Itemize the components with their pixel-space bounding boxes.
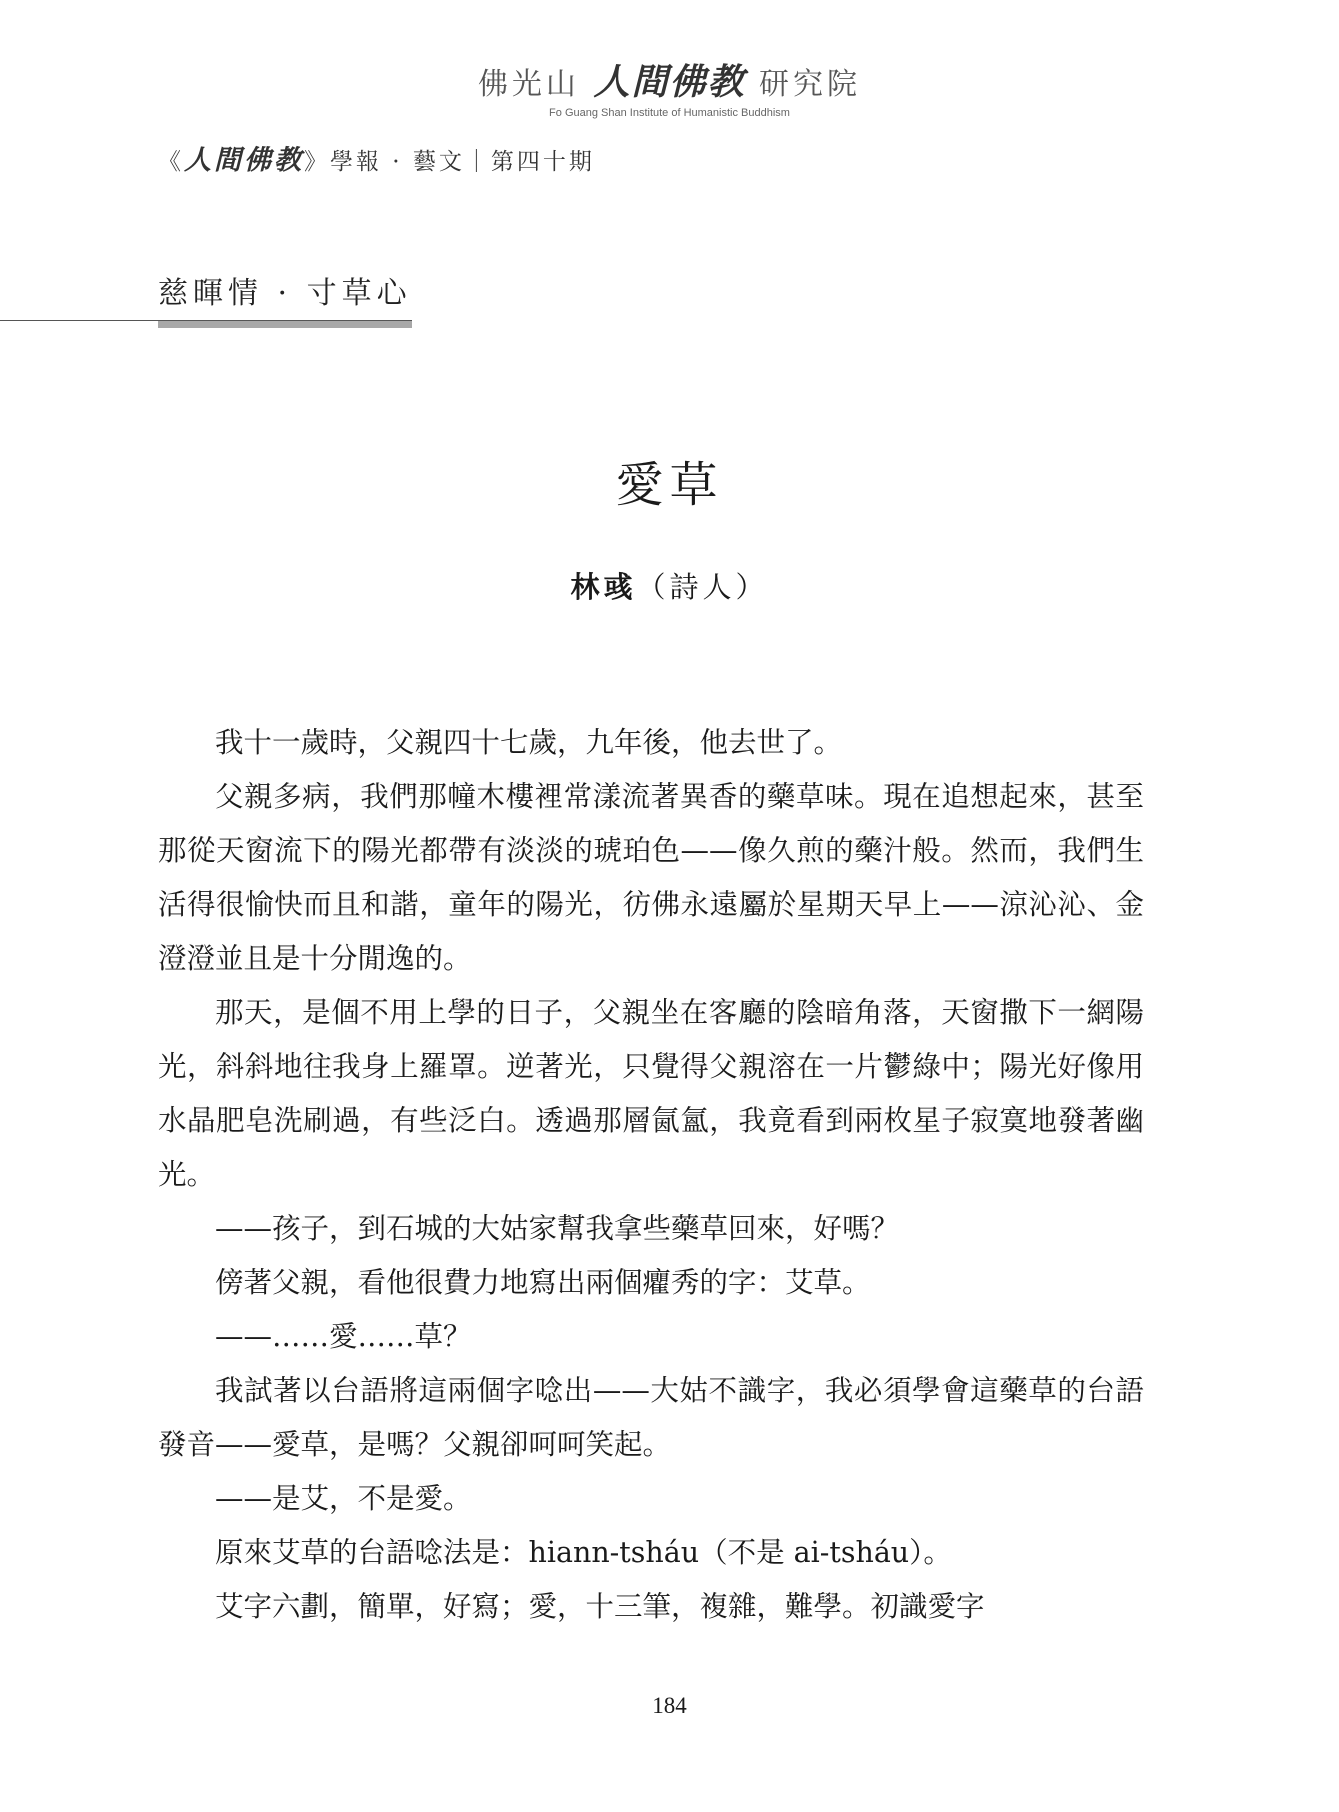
body-paragraph: 艾字六劃，簡單，好寫；愛，十三筆，複雜，難學。初識愛字 — [215, 1590, 985, 1623]
institute-header — [0, 62, 1339, 119]
institute-brand-logo: 人間佛教 — [593, 61, 746, 103]
institute-suffix: 研究院 — [759, 67, 862, 102]
institute-prefix: 佛光山 — [477, 67, 580, 102]
page-number: 184 — [652, 1693, 687, 1718]
journal-brand-logo: 人間佛教 — [184, 145, 304, 176]
author-role: （詩人） — [636, 570, 769, 604]
body-paragraph: 那天，是個不用上學的日子，父親坐在客廳的陰暗角落，天窗撒下一網陽光，斜斜地往我身上羅罩。逆著光，只覺得父親溶在一片鬱綠中；陽光好像用水晶肥皂洗刷過，有些泛白。透過那層氤氳，我竟看到兩枚星子寂寞地發著幽光。 — [158, 996, 1144, 1191]
section-label: 慈暉情 · 寸草心 — [158, 276, 412, 311]
article-title: 愛草 — [615, 457, 724, 513]
body-paragraph: 我試著以台語將這兩個字唸出——大姑不識字，我必須學會這藥草的台語發音——愛草，是嗎？父親卻呵呵笑起。 — [158, 1374, 1144, 1461]
body-paragraph: ——……愛……草？ — [215, 1320, 472, 1353]
body-paragraph: 父親多病，我們那幢木樓裡常漾流著異香的藥草味。現在追想起來，甚至那從天窗流下的陽光都帶有淡淡的琥珀色——像久煎的藥汁般。然而，我們生活得很愉快而且和諧，童年的陽光，彷佛永遠屬於星期天早上——涼沁沁、金澄澄並且是十分閒逸的。 — [158, 780, 1144, 975]
body-paragraph: 原來艾草的台語唸法是：hiann-tsháu（不是 ai-tsháu）。 — [215, 1536, 952, 1569]
body-paragraph: ——孩子，到石城的大姑家幫我拿些藥草回來，好嗎？ — [215, 1212, 900, 1245]
body-paragraph: 傍著父親，看他很費力地寫出兩個癯秀的字：艾草。 — [215, 1266, 871, 1299]
institute-name — [0, 62, 1339, 105]
body-paragraph: 我十一歲時，父親四十七歲，九年後，他去世了。 — [215, 726, 843, 759]
section-rule-accent — [158, 321, 412, 328]
journal-issue: 》學報 · 藝文｜第四十期 — [304, 149, 595, 175]
body-paragraph: ——是艾，不是愛。 — [215, 1482, 472, 1515]
institute-english-name: Fo Guang Shan Institute of Humanistic Buddhism — [549, 107, 790, 119]
author-name: 林彧 — [570, 570, 637, 604]
journal-header — [158, 138, 595, 177]
article-author — [0, 565, 1339, 606]
article-body — [158, 716, 1144, 1634]
journal-open-bracket: 《 — [158, 149, 184, 175]
